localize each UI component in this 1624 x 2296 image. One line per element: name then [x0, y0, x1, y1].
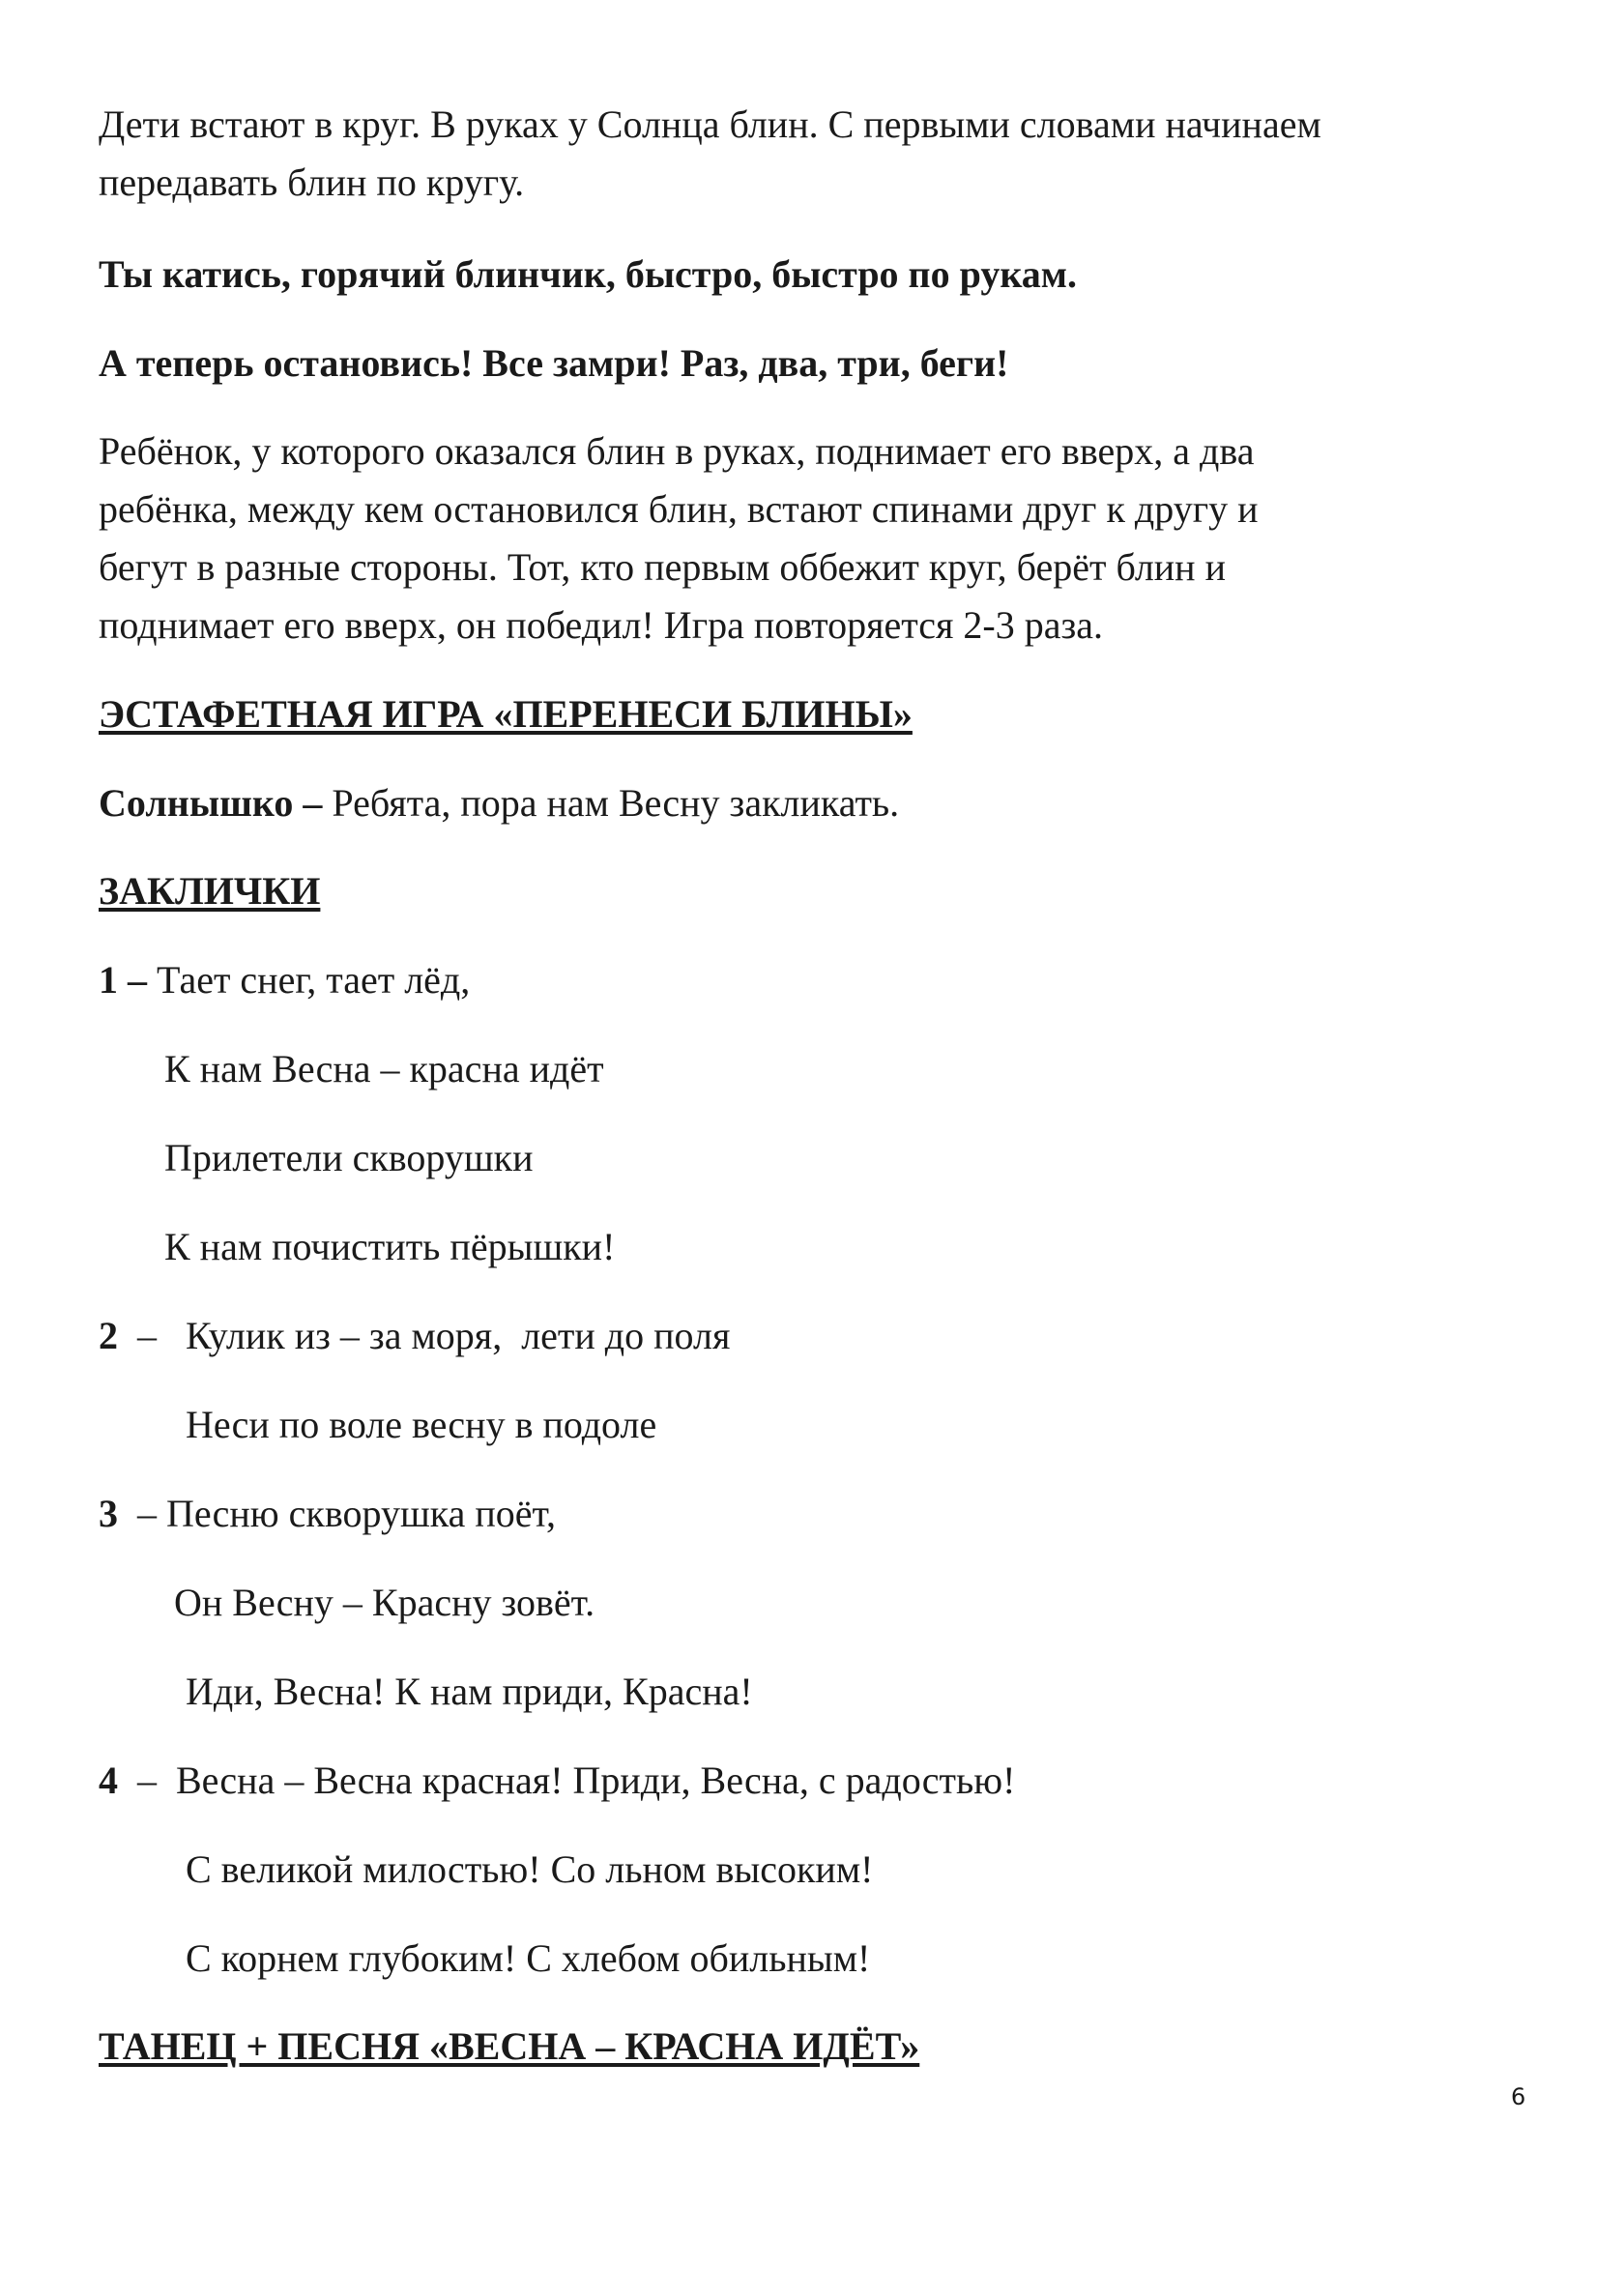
call-4-text: – Весна – Весна красная! Приди, Весна, с радостью! — [118, 1758, 1016, 1802]
chant-line-1: Ты катись, горячий блинчик, быстро, быстро по рукам. — [99, 252, 1078, 296]
call-1-line-1 — [99, 952, 470, 1008]
rules-line-3: бегут в разные стороны. Тот, кто первым оббежит круг, берёт блин и — [99, 545, 1226, 589]
chant-line-2: А теперь остановись! Все замри! Раз, два, три, беги! — [99, 341, 1009, 385]
call-1-line-3: Прилетели скворушки — [164, 1136, 534, 1179]
call-1-line-4: К нам почистить пёрышки! — [164, 1225, 616, 1268]
sun-speaker: Солнышко – — [99, 781, 323, 825]
call-4-line-2: С великой милостью! Со льном высоким! — [186, 1847, 874, 1891]
rules-line-4: поднимает его вверх, он победил! Игра повторяется 2-3 раза. — [99, 603, 1104, 647]
call-3-number: 3 — [99, 1492, 118, 1535]
rules-line-1: Ребёнок, у которого оказался блин в руках, поднимает его вверх, а два — [99, 429, 1255, 473]
call-2-number: 2 — [99, 1314, 118, 1357]
sun-speech-text: Ребята, пора нам Весну закликать. — [322, 781, 900, 825]
call-3-text: – Песню скворушка поёт, — [118, 1492, 556, 1535]
call-3-line-3: Иди, Весна! К нам приди, Красна! — [186, 1670, 753, 1713]
call-2-text: – Кулик из – за моря, лети до поля — [118, 1314, 731, 1357]
page-number: 6 — [1511, 2083, 1526, 2110]
call-4-line-3: С корнем глубоким! С хлебом обильным! — [186, 1936, 871, 1980]
call-3-line-1 — [99, 1486, 556, 1542]
intro-line-2: передавать блин по кругу. — [99, 160, 525, 204]
heading-relay-game: ЭСТАФЕТНАЯ ИГРА «ПЕРЕНЕСИ БЛИНЫ» — [99, 692, 913, 736]
rules-line-2: ребёнка, между кем остановился блин, встают спинами друг к другу и — [99, 487, 1259, 531]
sun-speech — [99, 775, 899, 831]
call-3-line-2: Он Весну – Красну зовёт. — [174, 1581, 595, 1624]
heading-dance-song: ТАНЕЦ + ПЕСНЯ «ВЕСНА – КРАСНА ИДЁТ» — [99, 2024, 920, 2068]
call-4-line-1 — [99, 1753, 1015, 1809]
call-1-text: Тает снег, тает лёд, — [147, 958, 471, 1002]
call-4-number: 4 — [99, 1758, 118, 1802]
call-1-number: 1 – — [99, 958, 147, 1002]
call-1-line-2: К нам Весна – красна идёт — [164, 1047, 604, 1090]
call-2-line-2: Неси по воле весну в подоле — [186, 1403, 657, 1446]
intro-line-1: Дети встают в круг. В руках у Солнца блин. С первыми словами начинаем — [99, 102, 1321, 146]
heading-calls: ЗАКЛИЧКИ — [99, 869, 321, 913]
call-2-line-1 — [99, 1308, 730, 1364]
